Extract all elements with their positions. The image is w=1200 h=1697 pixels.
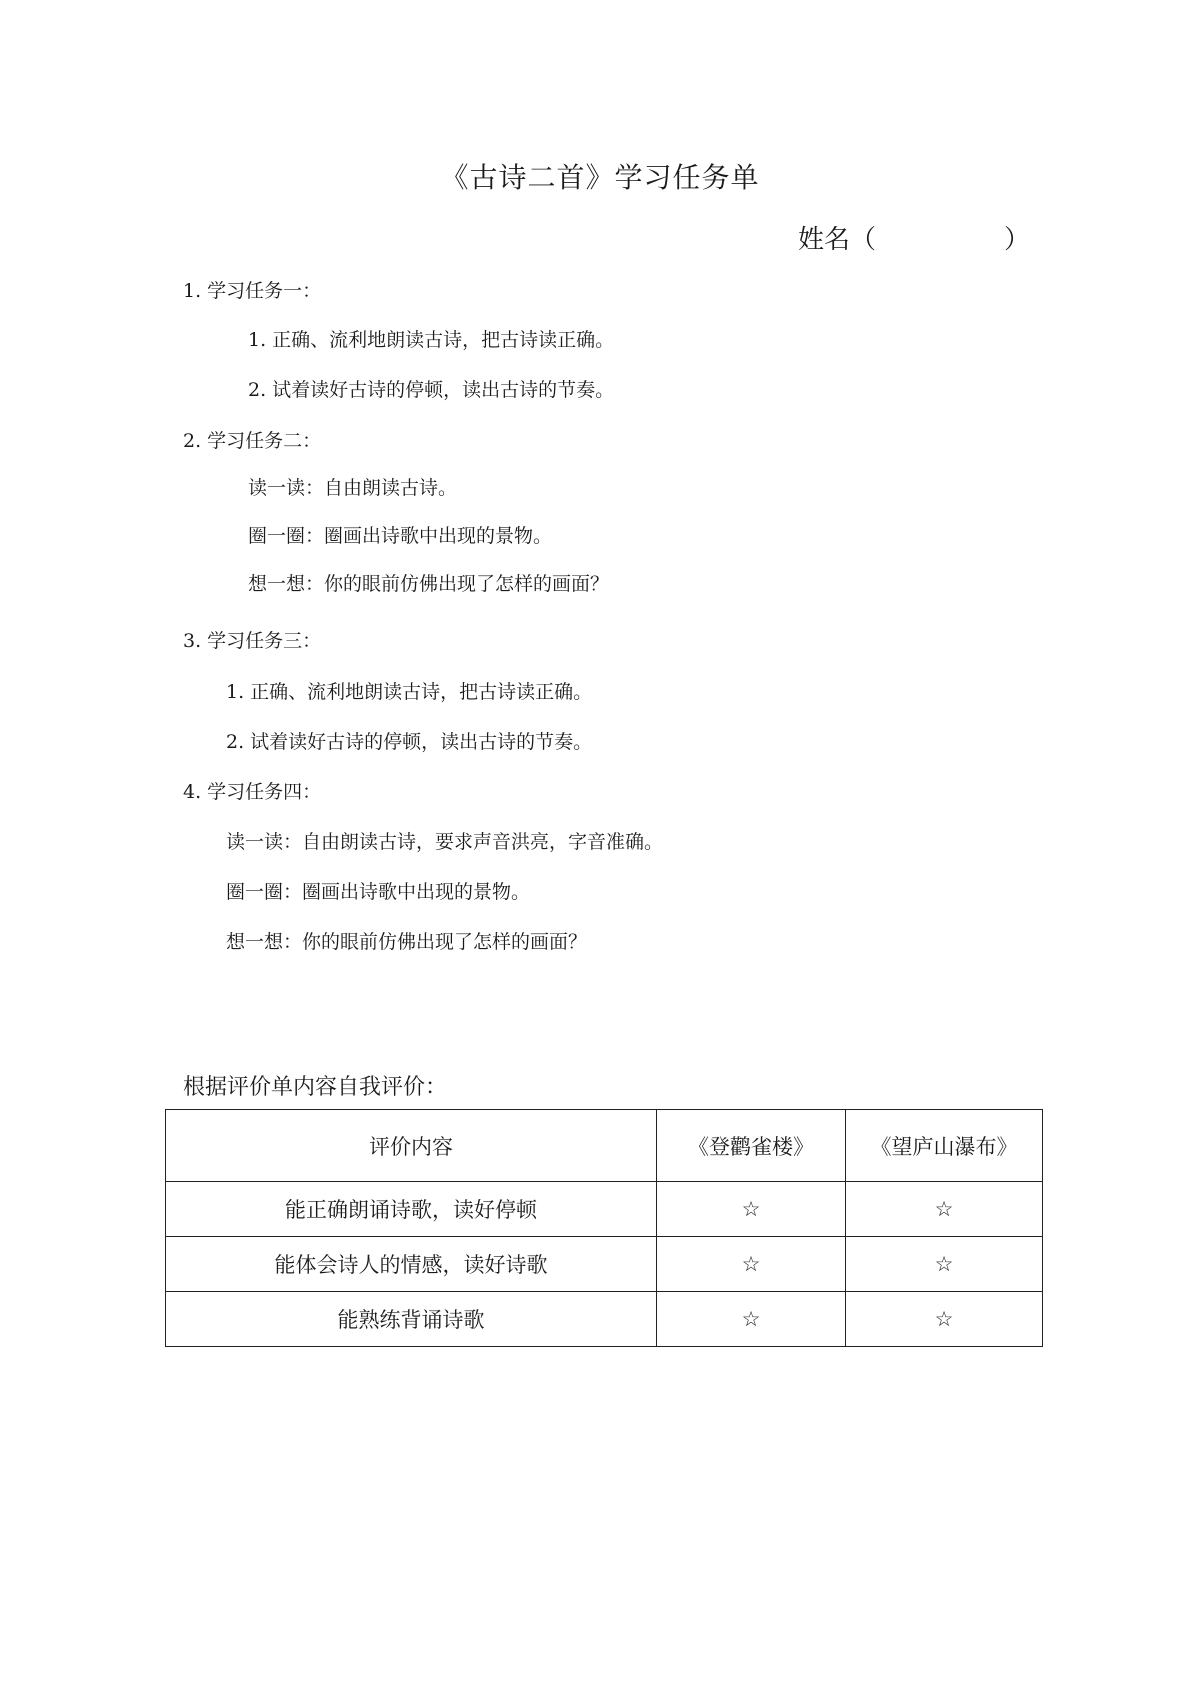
star-icon[interactable]: ☆ <box>846 1237 1043 1292</box>
star-icon[interactable]: ☆ <box>657 1182 846 1237</box>
table-row <box>166 1182 1043 1237</box>
star-icon[interactable]: ☆ <box>846 1292 1043 1347</box>
task-3-item-2: 2. 试着读好古诗的停顿，读出古诗的节奏。 <box>226 731 593 753</box>
header-cell-poem-1: 《登鹳雀楼》 <box>657 1110 846 1182</box>
star-icon[interactable]: ☆ <box>657 1292 846 1347</box>
task-4-heading: 4. 学习任务四： <box>183 781 322 803</box>
task-3-heading: 3. 学习任务三： <box>183 630 322 652</box>
table-row <box>166 1237 1043 1292</box>
page-title: 《古诗二首》学习任务单 <box>440 161 760 194</box>
name-label: 姓名（ <box>798 225 877 255</box>
task-4-item-3: 想一想：你的眼前仿佛出现了怎样的画面？ <box>226 931 588 953</box>
task-2-heading: 2. 学习任务二： <box>183 430 322 452</box>
task-2-item-2: 圈一圈：圈画出诗歌中出现的景物。 <box>248 525 553 547</box>
task-1-heading: 1. 学习任务一： <box>183 280 322 302</box>
evaluation-title: 根据评价单内容自我评价： <box>183 1075 448 1100</box>
header-cell-poem-2: 《望庐山瀑布》 <box>846 1110 1043 1182</box>
star-icon[interactable]: ☆ <box>846 1182 1043 1237</box>
header-cell-content: 评价内容 <box>166 1110 657 1182</box>
task-4-item-2: 圈一圈：圈画出诗歌中出现的景物。 <box>226 881 531 903</box>
name-field <box>798 222 1030 258</box>
star-icon[interactable]: ☆ <box>657 1237 846 1292</box>
task-1-item-1: 1. 正确、流利地朗读古诗，把古诗读正确。 <box>248 329 615 351</box>
task-3-item-1: 1. 正确、流利地朗读古诗，把古诗读正确。 <box>226 681 593 703</box>
criterion-cell: 能体会诗人的情感，读好诗歌 <box>166 1237 657 1292</box>
name-close: ） <box>1004 225 1031 255</box>
task-1-item-2: 2. 试着读好古诗的停顿，读出古诗的节奏。 <box>248 379 615 401</box>
criterion-cell: 能熟练背诵诗歌 <box>166 1292 657 1347</box>
table-header-row <box>166 1110 1043 1182</box>
task-2-item-3: 想一想：你的眼前仿佛出现了怎样的画面？ <box>248 573 610 595</box>
task-4-item-1: 读一读：自由朗读古诗，要求声音洪亮，字音准确。 <box>226 831 664 853</box>
criterion-cell: 能正确朗诵诗歌，读好停顿 <box>166 1182 657 1237</box>
task-2-item-1: 读一读：自由朗读古诗。 <box>248 477 458 499</box>
table-row <box>166 1292 1043 1347</box>
evaluation-table <box>165 1109 1043 1347</box>
